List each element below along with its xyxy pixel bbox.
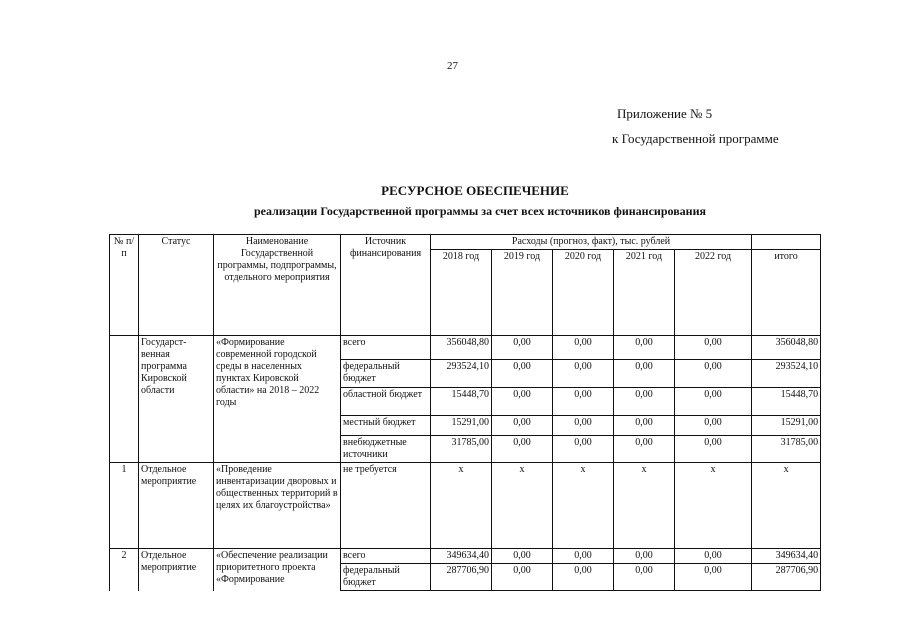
row-value: 0,00 (675, 388, 752, 416)
row-total: 31785,00 (752, 436, 821, 463)
row-source: местный бюджет (341, 416, 431, 436)
header-source: Источник финансирования (341, 235, 431, 336)
row-value: 0,00 (675, 336, 752, 360)
row-value: 349634,40 (431, 549, 492, 564)
row-value: 0,00 (614, 388, 675, 416)
row-source: федеральный бюджет (341, 564, 431, 591)
table-header-row (110, 235, 821, 250)
row-value: х (675, 463, 752, 549)
row-value: 356048,80 (431, 336, 492, 360)
row-num: 2 (110, 549, 139, 591)
appendix-label: Приложение № 5 (617, 106, 713, 121)
row-value: 0,00 (553, 336, 614, 360)
row-value: 0,00 (553, 416, 614, 436)
document-title: РЕСУРСНОЕ ОБЕСПЕЧЕНИЕ (381, 183, 569, 198)
header-num: № п/п (110, 235, 139, 336)
row-value: 31785,00 (431, 436, 492, 463)
row-value: 0,00 (675, 436, 752, 463)
page-number: 27 (447, 60, 458, 72)
row-value: 0,00 (492, 360, 553, 388)
document-subtitle: реализации Государственной программы за счет всех источников финансирования (254, 204, 706, 218)
row-value: 0,00 (553, 360, 614, 388)
row-source: областной бюджет (341, 388, 431, 416)
row-value: 15291,00 (431, 416, 492, 436)
row-source: не требуется (341, 463, 431, 549)
row-value: 0,00 (675, 549, 752, 564)
row-value: 0,00 (553, 564, 614, 591)
appendix-reference: к Государственной программе (612, 131, 779, 146)
row-value: х (431, 463, 492, 549)
row-value: 0,00 (553, 388, 614, 416)
row-value: 0,00 (492, 564, 553, 591)
row-value: 0,00 (675, 360, 752, 388)
row-total: 349634,40 (752, 549, 821, 564)
row-source: всего (341, 549, 431, 564)
row-value: 0,00 (492, 336, 553, 360)
row-value: 0,00 (492, 436, 553, 463)
row-value: 0,00 (553, 549, 614, 564)
row-value: х (492, 463, 553, 549)
header-status: Статус (139, 235, 214, 336)
header-name: Наименование Государственной программы, подпрограммы, отдельного мероприятия (214, 235, 341, 336)
row-source: всего (341, 336, 431, 360)
row-source: федеральный бюджет (341, 360, 431, 388)
table-row (110, 336, 821, 360)
row-value: х (553, 463, 614, 549)
header-total: итого (752, 250, 821, 336)
row-value: 0,00 (614, 549, 675, 564)
header-year: 2022 год (675, 250, 752, 336)
row-value: 0,00 (614, 436, 675, 463)
header-expenses: Расходы (прогноз, факт), тыс. рублей (431, 235, 752, 250)
row-status: Отдельное мероприятие (139, 463, 214, 549)
row-value: х (614, 463, 675, 549)
row-value: 0,00 (553, 436, 614, 463)
row-total: 356048,80 (752, 336, 821, 360)
row-value: 0,00 (614, 416, 675, 436)
row-value: 287706,90 (431, 564, 492, 591)
header-year: 2019 год (492, 250, 553, 336)
row-num: 1 (110, 463, 139, 549)
row-total: х (752, 463, 821, 549)
row-total: 287706,90 (752, 564, 821, 591)
row-name: «Обеспечение реализации приоритетного проекта «Формирование (214, 549, 341, 591)
row-value: 0,00 (675, 416, 752, 436)
row-total: 15291,00 (752, 416, 821, 436)
row-name: «Проведение инвентаризации дворовых и общественных территорий в целях их благоустройства» (214, 463, 341, 549)
row-value: 0,00 (675, 564, 752, 591)
resource-table (109, 234, 821, 591)
header-blank (752, 235, 821, 250)
header-year: 2018 год (431, 250, 492, 336)
header-year: 2021 год (614, 250, 675, 336)
row-value: 0,00 (614, 336, 675, 360)
row-source: внебюджетные источники (341, 436, 431, 463)
row-total: 15448,70 (752, 388, 821, 416)
row-value: 0,00 (492, 388, 553, 416)
row-value: 0,00 (614, 360, 675, 388)
header-year: 2020 год (553, 250, 614, 336)
table-row (110, 549, 821, 564)
row-value: 15448,70 (431, 388, 492, 416)
row-value: 0,00 (492, 549, 553, 564)
row-name: «Формирование современной городской среды в населенных пунктах Кировской области» на 2018 – 2022 годы (214, 336, 341, 463)
row-value: 0,00 (492, 416, 553, 436)
row-num (110, 336, 139, 463)
row-status: Государст-венная программа Кировской области (139, 336, 214, 463)
row-status: Отдельное мероприятие (139, 549, 214, 591)
row-value: 0,00 (614, 564, 675, 591)
row-total: 293524,10 (752, 360, 821, 388)
row-value: 293524,10 (431, 360, 492, 388)
table-row (110, 463, 821, 549)
